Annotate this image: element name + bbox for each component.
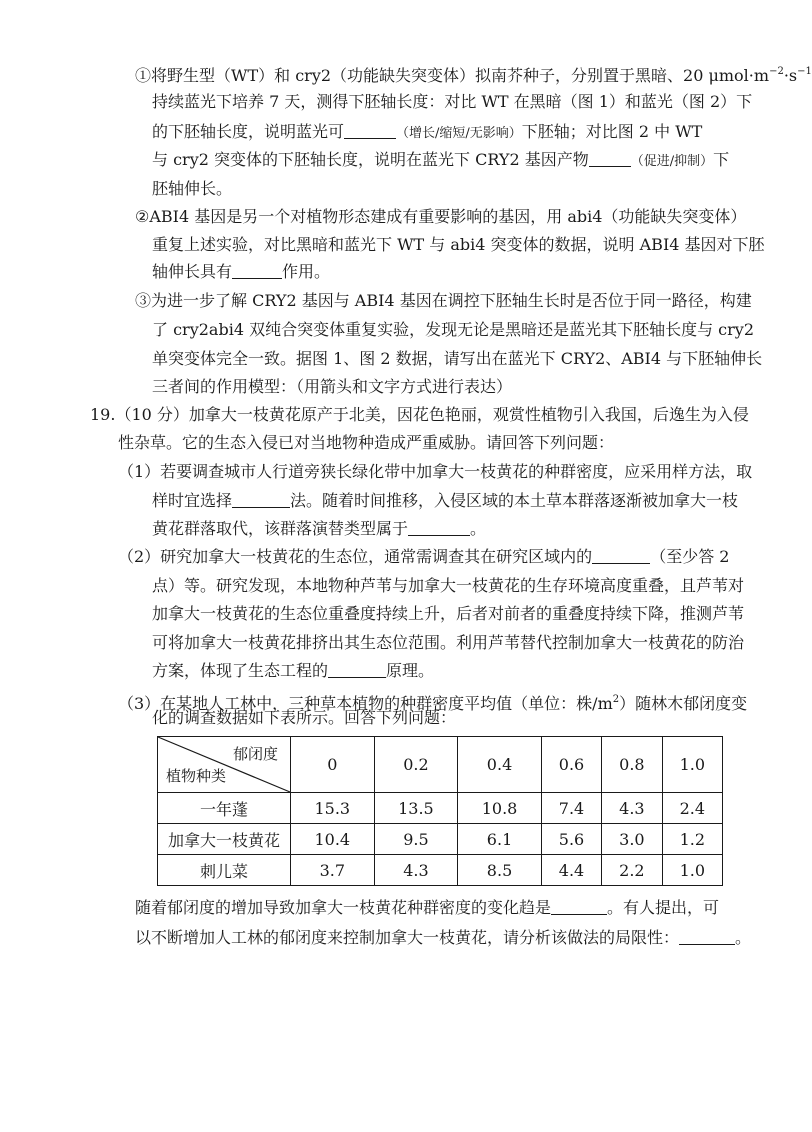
q19-s3-after-text2b: 。 [735,928,752,947]
unit-superscript-2: −1 [797,66,812,77]
column-header: 1.0 [662,737,722,793]
table-cell: 1.2 [662,824,722,855]
answer-blank-limitation[interactable] [679,928,735,945]
answer-blank-abi4-effect[interactable] [232,262,282,279]
table-cell: 4.3 [374,855,458,886]
q18-p2-line3 [152,260,330,284]
header-species-label: 植物种类 [166,767,227,785]
q19-s1-text3b: 。 [470,519,487,538]
density-table [157,736,723,886]
table-cell: 1.0 [662,855,722,886]
unit-superscript: −2 [769,66,784,77]
q19-s2-text1a: （2）研究加拿大一枝黄花的生态位，通常需调查其在研究区域内的 [118,547,593,566]
table-cell: 2.4 [662,793,722,824]
q18-p1-line4 [152,148,729,174]
q18-p1-options-2: （促进/抑制） [630,154,714,169]
table-cell: 4.3 [602,793,662,824]
column-header: 0 [291,737,375,793]
q19-s1-line3 [152,517,486,541]
q18-p2-text3a: 轴伸长具有 [152,262,233,281]
q18-p1-line5: 胚轴伸长。 [152,179,233,198]
answer-blank-succession-type[interactable] [408,519,470,536]
table-header-row [158,737,723,793]
table-cell: 4.4 [541,855,601,886]
unit-mid: ·s [783,66,798,85]
table-cell: 3.7 [291,855,375,886]
q19-s1-text3a: 黄花群落取代，该群落演替类型属于 [152,519,409,538]
q19-s2-line5 [152,659,434,683]
column-header: 0.6 [541,737,601,793]
q19-s3-after-line1 [135,896,719,920]
q18-p3-line2: 了 cry2abi4 双纯合突变体重复实验，发现无论是黑暗还是蓝光其下胚轴长度与 cry2 [152,320,754,339]
q19-s2-line2: 点）等。研究发现，本地物种芦苇与加拿大一枝黄花的生存环境高度重叠，且芦苇对 [152,576,745,595]
q18-p2-line1: ②ABI4 基因是另一个对植物形态建成有重要影响的基因，用 abi4（功能缺失突变体） [135,207,747,226]
q19-s1-line2 [152,489,738,513]
column-header: 0.2 [374,737,458,793]
q19-s1-text2b: 法。随着时间推移，入侵区域的本土草本群落逐渐被加拿大一枝 [290,491,739,510]
q18-p1-line3 [152,120,702,146]
table-row [158,793,723,824]
q19-intro-line1: 19.（10 分）加拿大一枝黄花原产于北美，因花色艳丽，观赏性植物引入我国，后逸生为入侵 [90,405,749,424]
table-cell: 8.5 [458,855,542,886]
q18-p1-text3b: 下胚轴；对比图 2 中 WT [521,122,703,141]
answer-blank-cry2-effect[interactable] [589,150,631,167]
q18-p3-line4: 三者间的作用模型：（用箭头和文字方式进行表达） [152,377,513,396]
q18-p1-line1 [135,60,812,88]
q19-s2-text5b: 原理。 [386,661,435,680]
row-species-name: 加拿大一枝黄花 [158,824,291,855]
answer-blank-sampling-method[interactable] [232,491,290,508]
table-row [158,855,723,886]
q19-s2-line1 [118,545,729,569]
table-cell: 9.5 [374,824,458,855]
q19-s3-text1-end: ）随林木郁闭度变 [619,694,748,713]
table-cell: 5.6 [541,824,601,855]
q18-p2-line2: 重复上述实验，对比黑暗和蓝光下 WT 与 abi4 突变体的数据，说明 ABI4 基因对下胚 [152,235,765,254]
q18-p2-text3b: 作用。 [282,262,331,281]
q19-s3-after-text1a: 随着郁闭度的增加导致加拿大一枝黄花种群密度的变化趋是 [135,898,552,917]
q19-s1-text2a: 样时宜选择 [152,491,233,510]
q19-s2-text5a: 方案，体现了生态工程的 [152,661,329,680]
unit-superscript-m2: 2 [612,694,620,705]
table-cell: 2.2 [602,855,662,886]
q19-s2-line4: 可将加拿大一枝黄花排挤出其生态位范围。利用芦苇替代控制加拿大一枝黄花的防治 [152,633,745,652]
q18-p1-text1: ①将野生型（WT）和 cry2（功能缺失突变体）拟南芥种子，分别置于黑暗、20 μmol·m [135,66,770,85]
column-header: 0.4 [458,737,542,793]
q18-p1-options: （增长/缩短/无影响） [396,126,522,141]
table-cell: 10.8 [458,793,542,824]
q18-p1-text4b: 下 [713,150,730,169]
q19-intro-line2: 性杂草。它的生态入侵已对当地物种造成严重威胁。请回答下列问题： [118,433,615,452]
answer-blank-density-trend[interactable] [551,898,607,915]
diagonal-header-cell [158,737,291,793]
row-species-name: 刺儿菜 [158,855,291,886]
table-cell: 6.1 [458,824,542,855]
table-cell: 10.4 [291,824,375,855]
q18-p3-line3: 单突变体完全一致。据图 1、图 2 数据，请写出在蓝光下 CRY2、ABI4 与下胚轴伸长 [152,349,763,368]
q19-s2-text1b: （至少答 2 [650,547,730,566]
table-row [158,824,723,855]
q18-p1-text3a: 的下胚轴长度，说明蓝光可 [152,122,345,141]
row-species-name: 一年蓬 [158,793,291,824]
q19-s2-line3: 加拿大一枝黄花的生态位重叠度持续上升，后者对前者的重叠度持续下降，推测芦苇 [152,604,745,623]
q18-p1-line2: 持续蓝光下培养 7 天，测得下胚轴长度：对比 WT 在黑暗（图 1）和蓝光（图 2）下 [152,92,753,111]
table-cell: 3.0 [602,824,662,855]
header-canopy-label: 郁闭度 [232,745,278,763]
table-cell: 15.3 [291,793,375,824]
answer-blank-niche[interactable] [592,547,650,564]
answer-blank-blue-light-effect[interactable] [344,122,396,139]
q19-s3-text1: （3）在某地人工林中，三种草本植物的种群密度平均值（单位：株/m [118,694,613,713]
column-header: 0.8 [602,737,662,793]
q19-s1-line1: （1）若要调查城市人行道旁狭长绿化带中加拿大一枝黄花的种群密度，应采用样方法，取 [118,462,753,481]
q19-s3-line2: 化的调查数据如下表所示。回答下列问题： [152,708,457,727]
table-cell: 7.4 [541,793,601,824]
q19-s3-after-text2a: 以不断增加人工林的郁闭度来控制加拿大一枝黄花，请分析该做法的局限性： [135,928,680,947]
q19-s3-after-text1b: 。有人提出，可 [607,898,720,917]
q19-s3-after-line2 [135,926,751,950]
answer-blank-eco-principle[interactable] [328,661,386,678]
q18-p3-line1: ③为进一步了解 CRY2 基因与 ABI4 基因在调控下胚轴生长时是否位于同一路径，构建 [135,291,752,310]
q18-p1-text4a: 与 cry2 突变体的下胚轴长度，说明在蓝光下 CRY2 基因产物 [152,150,589,169]
table-cell: 13.5 [374,793,458,824]
